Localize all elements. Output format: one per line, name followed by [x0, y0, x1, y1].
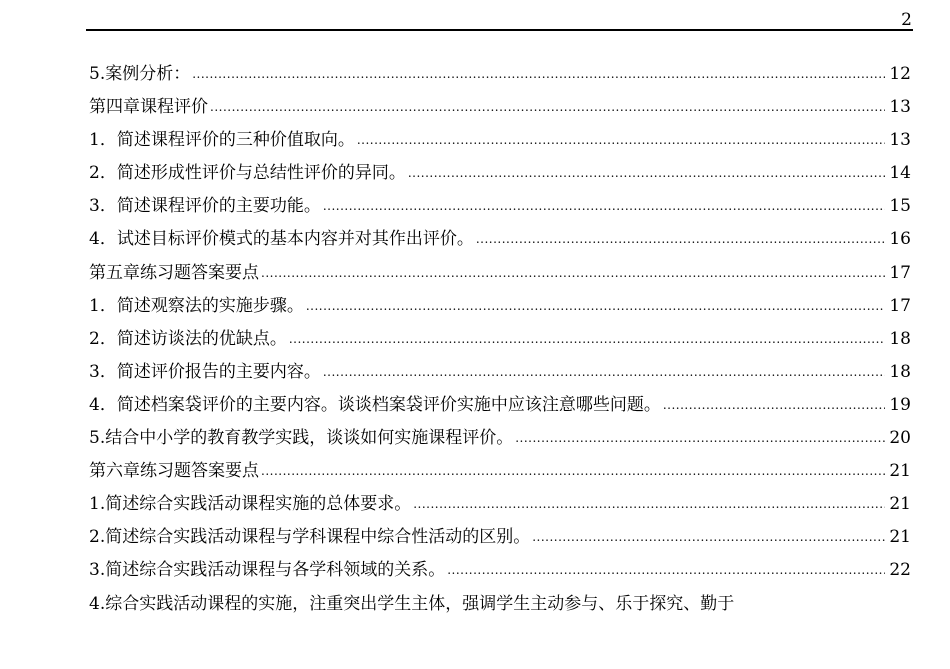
- toc-entry[interactable]: [89, 157, 909, 190]
- toc-entry[interactable]: [89, 554, 909, 587]
- toc-entry-title: 5.案例分析：: [89, 64, 191, 84]
- toc-entry-title: 3．简述课程评价的主要功能。: [89, 196, 321, 217]
- toc-entry-page: 16: [889, 229, 911, 250]
- toc-entry-title: 第六章练习题答案要点: [89, 461, 259, 482]
- toc-entry-title: 2．简述访谈法的优缺点。: [89, 328, 287, 349]
- toc-entry-page: 14: [889, 163, 911, 184]
- toc-entry-title: 4.综合实践活动课程的实施，注重突出学生主体，强调学生主动参与、乐于探究、勤于: [89, 593, 735, 614]
- toc-entry[interactable]: [89, 488, 909, 521]
- toc-entry[interactable]: [89, 124, 909, 157]
- toc-leader-dots: [192, 57, 885, 91]
- toc-entry-page: 21: [889, 461, 911, 482]
- toc-leader-dots: [323, 189, 885, 223]
- toc-entry-title: 1.简述综合实践活动课程实施的总体要求。: [89, 494, 412, 515]
- toc-leader-dots: [476, 222, 885, 256]
- toc-entry-title: 第五章练习题答案要点: [89, 262, 259, 283]
- toc-entry[interactable]: [89, 422, 909, 455]
- toc-entry-title: 3．简述评价报告的主要内容。: [89, 361, 321, 382]
- toc-entry-title: 1．简述观察法的实施步骤。: [89, 295, 304, 316]
- toc-leader-dots: [663, 388, 885, 422]
- header-rule: [86, 29, 913, 31]
- toc-leader-dots: [323, 355, 885, 389]
- toc-leader-dots: [210, 90, 885, 124]
- toc-entry-title: 2．简述形成性评价与总结性评价的异同。: [89, 163, 406, 184]
- toc-entry[interactable]: [89, 190, 909, 223]
- toc-entry[interactable]: [89, 223, 909, 256]
- toc-entry-page: 12: [889, 64, 911, 84]
- toc-entry-page: 13: [889, 130, 911, 151]
- toc-entry[interactable]: [89, 588, 909, 621]
- toc-leader-dots: [408, 156, 885, 190]
- toc-leader-dots: [413, 487, 885, 521]
- toc-entry-title: 1．简述课程评价的三种价值取向。: [89, 130, 355, 151]
- toc-leader-dots: [447, 553, 885, 587]
- toc-leader-dots: [306, 289, 885, 323]
- toc-leader-dots: [289, 322, 885, 356]
- toc-entry-title: 第四章课程评价: [89, 97, 208, 118]
- toc-leader-dots: [261, 454, 885, 488]
- toc-entry-title: 4．简述档案袋评价的主要内容。谈谈档案袋评价实施中应该注意哪些问题。: [89, 394, 661, 415]
- toc-entry[interactable]: [89, 91, 909, 124]
- toc-entry-page: 17: [889, 262, 911, 283]
- toc-leader-dots: [357, 123, 885, 157]
- toc-entry-page: 15: [889, 196, 911, 217]
- toc-entry[interactable]: [89, 257, 909, 290]
- toc-entry-title: 4．试述目标评价模式的基本内容并对其作出评价。: [89, 229, 474, 250]
- toc-entry-page: 13: [889, 97, 911, 118]
- toc-entry-page: 21: [889, 527, 911, 548]
- table-of-contents: [89, 58, 909, 621]
- toc-entry[interactable]: [89, 521, 909, 554]
- toc-leader-dots: [532, 520, 885, 554]
- toc-entry-page: 18: [889, 361, 911, 382]
- toc-entry[interactable]: [89, 389, 909, 422]
- toc-leader-dots: [515, 421, 885, 455]
- toc-entry-page: 19: [889, 394, 911, 415]
- page-number: 2: [901, 10, 912, 30]
- toc-entry-page: 18: [889, 328, 911, 349]
- toc-entry-title: 3.简述综合实践活动课程与各学科领域的关系。: [89, 560, 446, 581]
- toc-entry-page: 22: [889, 560, 911, 581]
- toc-entry[interactable]: [89, 323, 909, 356]
- toc-entry[interactable]: [89, 356, 909, 389]
- toc-entry-page: 17: [889, 295, 911, 316]
- toc-entry-title: 2.简述综合实践活动课程与学科课程中综合性活动的区别。: [89, 527, 531, 548]
- toc-entry-page: 21: [889, 494, 911, 515]
- toc-entry[interactable]: [89, 58, 909, 91]
- toc-entry[interactable]: [89, 455, 909, 488]
- toc-entry-title: 5.结合中小学的教育教学实践，谈谈如何实施课程评价。: [89, 428, 514, 449]
- toc-leader-dots: [261, 256, 885, 290]
- toc-entry-page: 20: [889, 428, 911, 449]
- toc-entry[interactable]: [89, 290, 909, 323]
